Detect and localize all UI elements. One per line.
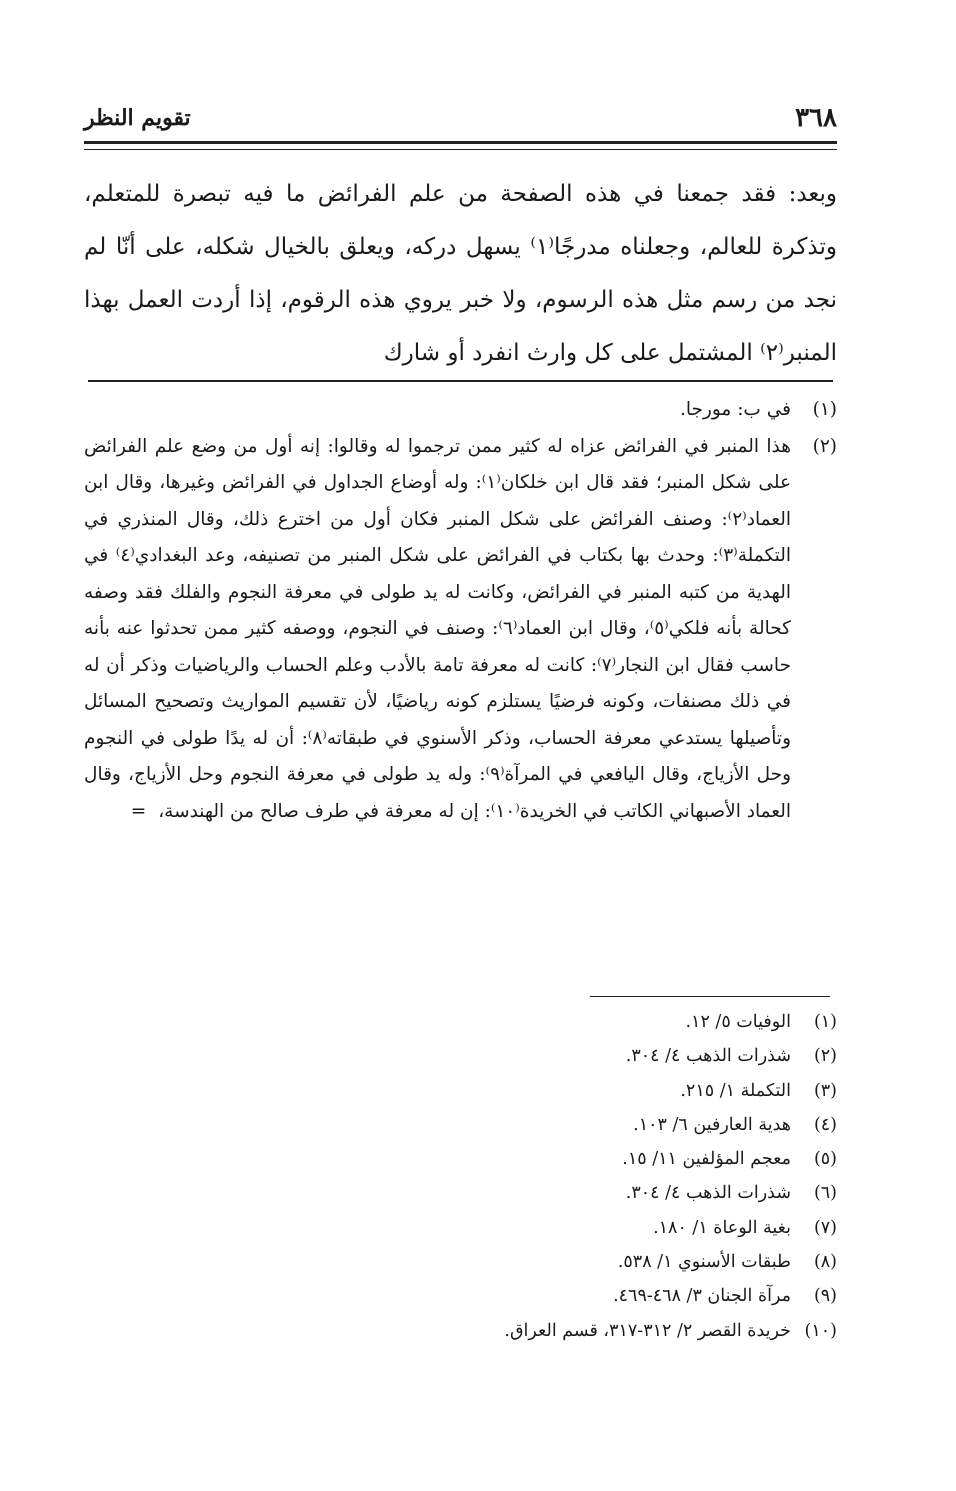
reference-item (84, 1039, 837, 1073)
reference-text: طبقات الأسنوي ١/ ٥٣٨. (617, 1252, 791, 1273)
reference-number: (٢) (813, 1046, 837, 1067)
reference-number: (٨) (813, 1252, 837, 1273)
reference-number: (١٠) (804, 1320, 837, 1341)
main-paragraph: وبعد: فقد جمعنا في هذه الصفحة من علم الفرائض ما فيه تبصرة للمتعلم، وتذكرة للعالم، وجعلناه مدرجًا⁽١⁾ يسهل دركه، ويعلق بالخيال شكله، على أنّا لم نجد من رسم مثل هذه الرسوم، ولا خبر يروي هذه الرقوم، إذا أردت العمل بهذا المنبر⁽٢⁾ المشتمل على كل وارث انفرد أو شارك (84, 181, 838, 366)
reference-text: مرآة الجنان ٣/ ٤٦٨-٤٦٩. (613, 1286, 791, 1307)
footnote-number: (١) (812, 399, 837, 420)
running-title: تقويم النظر (84, 105, 191, 131)
reference-number: (٧) (813, 1217, 837, 1238)
continuation-mark: = (130, 800, 147, 822)
header-rule (84, 141, 837, 150)
page-header (84, 98, 837, 138)
reference-text: خريدة القصر ٢/ ٣١٢-٣١٧، قسم العراق. (504, 1320, 791, 1341)
footnote-separator (88, 380, 833, 382)
reference-item (84, 1142, 837, 1176)
reference-text: بغية الوعاة ١/ ١٨٠. (653, 1217, 791, 1238)
footnote-item (84, 429, 837, 831)
footnote-text: هذا المنبر في الفرائض عزاه له كثير ممن ترجموا له وقالوا: إنه أول من وضع علم الفرائض على شكل المنبر؛ فقد قال ابن خلكان⁽١⁾: وله أوضاع الجداول في الفرائض وغيرها، وقال ابن العماد⁽٢⁾: وصنف الفرائض على شكل المنبر فكان أول من اخترع ذلك، وقال المنذري في التكملة⁽٣⁾: وحدث بها بكتاب في الفرائض على شكل المنبر من تصنيفه، وعد البغدادي⁽٤⁾ في الهدية من كتبه المنبر في الفرائض، وكانت له يد طولى في معرفة النجوم والفلك فقد وصفه كحالة بأنه فلكي⁽٥⁾، وقال ابن العماد⁽٦⁾: وصنف في النجوم، ووصفه كثير ممن تحدثوا عنه بأنه حاسب فقال ابن النجار⁽٧⁾: كانت له معرفة تامة بالأدب وعلم الحساب والرياضيات وذكر أن له في ذلك مصنفات، وكونه فرضيًا يستلزم كونه رياضيًا، لأن تقسيم المواريث وتصحيح المسائل وتأصيلها يستدعي معرفة الحساب، وذكر الأسنوي في طبقاته⁽٨⁾: أن له يدًا طولى في النجوم وحل الأزياج، وقال اليافعي في المرآة⁽٩⁾: وله يد طولى في معرفة النجوم وحل الأزياج، وقال العماد الأصبهاني الكاتب في الخريدة⁽١٠⁾: إن له معرفة في طرف صالح من الهندسة، (84, 435, 792, 822)
reference-item (84, 1074, 837, 1108)
reference-item (84, 1314, 837, 1348)
reference-text: هدية العارفين ٦/ ١٠٣. (633, 1114, 791, 1135)
footnote-text: في ب: مورجا. (679, 399, 791, 420)
main-text (84, 168, 837, 380)
reference-text: الوفيات ٥/ ١٢. (685, 1012, 791, 1032)
reference-item (84, 1005, 837, 1039)
reference-text: معجم المؤلفين ١١/ ١٥. (622, 1149, 791, 1170)
reference-item (84, 1108, 837, 1142)
page-number: ٣٦٨ (795, 103, 837, 133)
reference-number: (٦) (813, 1183, 837, 1204)
reference-number: (١) (813, 1012, 837, 1032)
reference-number: (٣) (813, 1080, 837, 1101)
reference-item (84, 1245, 837, 1279)
reference-number: (٩) (813, 1286, 837, 1307)
reference-text: التكملة ١/ ٢١٥. (680, 1080, 791, 1101)
reference-item (84, 1176, 837, 1210)
footnote-number: (٢) (812, 435, 837, 457)
footnote-body (84, 429, 791, 831)
footnotes (84, 392, 837, 830)
reference-item (84, 1211, 837, 1245)
reference-item (84, 1279, 837, 1313)
footnote-item (84, 392, 837, 429)
reference-text: شذرات الذهب ٤/ ٣٠٤. (625, 1046, 791, 1067)
reference-number: (٤) (813, 1114, 837, 1135)
reference-number: (٥) (813, 1149, 837, 1170)
reference-separator (590, 996, 830, 997)
reference-list (84, 1005, 837, 1348)
reference-text: شذرات الذهب ٤/ ٣٠٤. (625, 1183, 791, 1204)
